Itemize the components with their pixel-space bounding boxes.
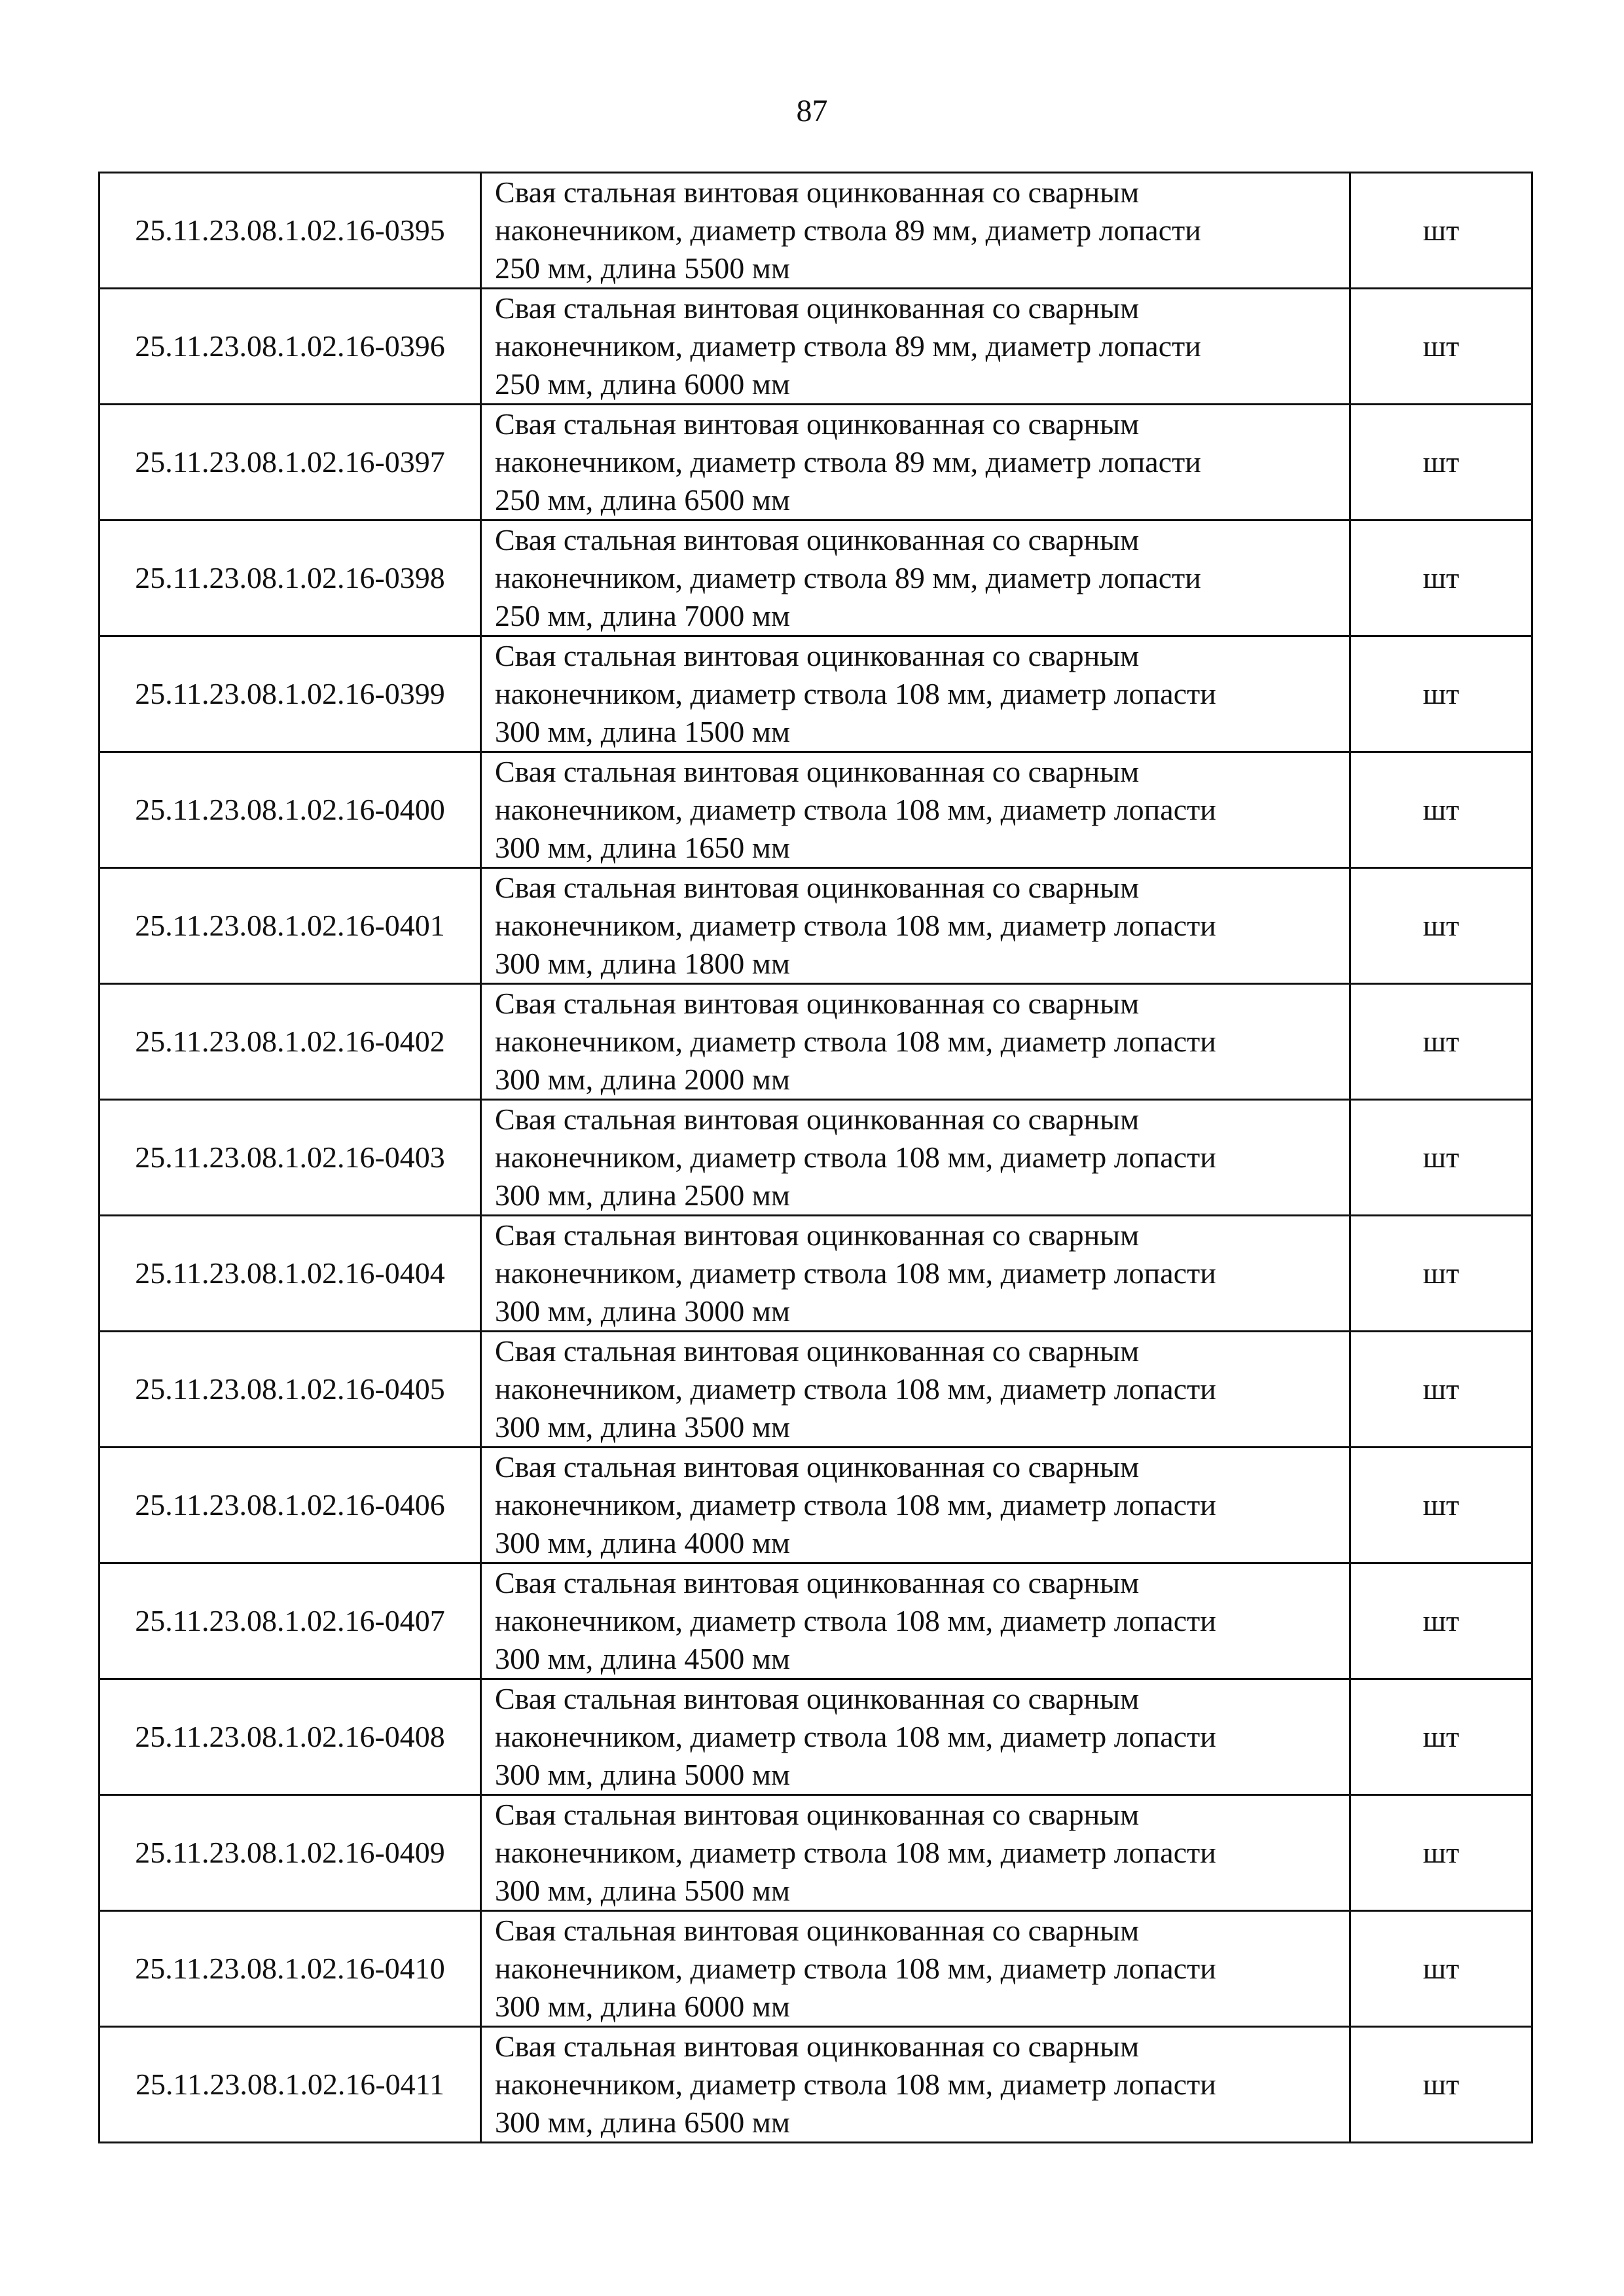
item-unit: шт	[1350, 984, 1532, 1100]
item-unit: шт	[1350, 2027, 1532, 2143]
description-line: 300 мм, длина 4000 мм	[495, 1526, 790, 1559]
item-description	[481, 173, 1350, 289]
item-code: 25.11.23.08.1.02.16-0405	[99, 1332, 481, 1448]
item-code: 25.11.23.08.1.02.16-0410	[99, 1911, 481, 2027]
description-line: Свая стальная винтовая оцинкованная со сварным	[495, 987, 1140, 1020]
table-row	[99, 289, 1532, 405]
description-line: Свая стальная винтовая оцинкованная со сварным	[495, 291, 1140, 325]
table-row	[99, 520, 1532, 636]
description-line: 250 мм, длина 6000 мм	[495, 367, 790, 401]
item-code: 25.11.23.08.1.02.16-0403	[99, 1100, 481, 1216]
description-line: Свая стальная винтовая оцинкованная со сварным	[495, 1566, 1140, 1599]
item-code: 25.11.23.08.1.02.16-0397	[99, 405, 481, 520]
description-line: наконечником, диаметр ствола 108 мм, диаметр лопасти	[495, 677, 1216, 710]
table-row	[99, 1216, 1532, 1332]
item-code: 25.11.23.08.1.02.16-0402	[99, 984, 481, 1100]
item-code: 25.11.23.08.1.02.16-0399	[99, 636, 481, 752]
item-description	[481, 1216, 1350, 1332]
description-line: наконечником, диаметр ствола 108 мм, диаметр лопасти	[495, 793, 1216, 826]
item-unit: шт	[1350, 1100, 1532, 1216]
description-line: Свая стальная винтовая оцинкованная со сварным	[495, 175, 1140, 209]
item-unit: шт	[1350, 1563, 1532, 1679]
item-unit: шт	[1350, 868, 1532, 984]
item-unit: шт	[1350, 752, 1532, 868]
item-unit: шт	[1350, 289, 1532, 405]
description-line: Свая стальная винтовая оцинкованная со сварным	[495, 2030, 1140, 2063]
item-unit: шт	[1350, 520, 1532, 636]
description-line: наконечником, диаметр ствола 89 мм, диаметр лопасти	[495, 445, 1201, 479]
item-code: 25.11.23.08.1.02.16-0395	[99, 173, 481, 289]
description-line: Свая стальная винтовая оцинкованная со сварным	[495, 1914, 1140, 1947]
table-row	[99, 1448, 1532, 1563]
description-line: Свая стальная винтовая оцинкованная со сварным	[495, 755, 1140, 788]
item-unit: шт	[1350, 1679, 1532, 1795]
description-line: 250 мм, длина 5500 мм	[495, 251, 790, 285]
description-line: наконечником, диаметр ствола 89 мм, диаметр лопасти	[495, 213, 1201, 247]
item-description	[481, 1911, 1350, 2027]
table-row	[99, 1100, 1532, 1216]
description-line: наконечником, диаметр ствола 108 мм, диаметр лопасти	[495, 1488, 1216, 1522]
table-row	[99, 1332, 1532, 1448]
item-description	[481, 984, 1350, 1100]
table-row	[99, 868, 1532, 984]
description-line: наконечником, диаметр ствола 108 мм, диаметр лопасти	[495, 2068, 1216, 2101]
description-line: наконечником, диаметр ствола 108 мм, диаметр лопасти	[495, 1140, 1216, 1174]
description-line: Свая стальная винтовая оцинкованная со сварным	[495, 407, 1140, 441]
item-description	[481, 752, 1350, 868]
item-description	[481, 1679, 1350, 1795]
description-line: наконечником, диаметр ствола 108 мм, диаметр лопасти	[495, 909, 1216, 942]
description-line: 300 мм, длина 2000 мм	[495, 1063, 790, 1096]
item-description	[481, 405, 1350, 520]
description-line: 300 мм, длина 3000 мм	[495, 1294, 790, 1328]
item-description	[481, 868, 1350, 984]
item-code: 25.11.23.08.1.02.16-0400	[99, 752, 481, 868]
description-line: 300 мм, длина 1800 мм	[495, 947, 790, 980]
description-line: наконечником, диаметр ствола 108 мм, диаметр лопасти	[495, 1025, 1216, 1058]
description-line: 300 мм, длина 5500 мм	[495, 1874, 790, 1907]
description-line: 300 мм, длина 1650 мм	[495, 831, 790, 864]
item-description	[481, 2027, 1350, 2143]
description-line: наконечником, диаметр ствола 108 мм, диаметр лопасти	[495, 1720, 1216, 1753]
items-table	[98, 172, 1533, 2143]
item-unit: шт	[1350, 1911, 1532, 2027]
description-line: наконечником, диаметр ствола 108 мм, диаметр лопасти	[495, 1604, 1216, 1637]
item-description	[481, 1332, 1350, 1448]
table-row	[99, 173, 1532, 289]
item-description	[481, 636, 1350, 752]
item-description	[481, 1448, 1350, 1563]
description-line: Свая стальная винтовая оцинкованная со сварным	[495, 1218, 1140, 1252]
description-line: Свая стальная винтовая оцинкованная со сварным	[495, 1334, 1140, 1368]
item-description	[481, 520, 1350, 636]
item-code: 25.11.23.08.1.02.16-0398	[99, 520, 481, 636]
item-code: 25.11.23.08.1.02.16-0404	[99, 1216, 481, 1332]
description-line: наконечником, диаметр ствола 89 мм, диаметр лопасти	[495, 561, 1201, 594]
item-unit: шт	[1350, 1216, 1532, 1332]
description-line: наконечником, диаметр ствола 108 мм, диаметр лопасти	[495, 1952, 1216, 1985]
table-row	[99, 1563, 1532, 1679]
item-code: 25.11.23.08.1.02.16-0409	[99, 1795, 481, 1911]
item-code: 25.11.23.08.1.02.16-0401	[99, 868, 481, 984]
item-unit: шт	[1350, 1448, 1532, 1563]
description-line: 300 мм, длина 4500 мм	[495, 1642, 790, 1675]
item-unit: шт	[1350, 405, 1532, 520]
description-line: Свая стальная винтовая оцинкованная со сварным	[495, 1682, 1140, 1715]
item-description	[481, 289, 1350, 405]
description-line: Свая стальная винтовая оцинкованная со сварным	[495, 871, 1140, 904]
item-unit: шт	[1350, 1332, 1532, 1448]
description-line: 300 мм, длина 6000 мм	[495, 1990, 790, 2023]
item-code: 25.11.23.08.1.02.16-0408	[99, 1679, 481, 1795]
description-line: Свая стальная винтовая оцинкованная со сварным	[495, 523, 1140, 556]
description-line: наконечником, диаметр ствола 108 мм, диаметр лопасти	[495, 1372, 1216, 1406]
item-unit: шт	[1350, 173, 1532, 289]
description-line: Свая стальная винтовая оцинкованная со сварным	[495, 1798, 1140, 1831]
description-line: 300 мм, длина 6500 мм	[495, 2105, 790, 2139]
table-row	[99, 1911, 1532, 2027]
table-row	[99, 752, 1532, 868]
table-row	[99, 405, 1532, 520]
table-row	[99, 2027, 1532, 2143]
item-code: 25.11.23.08.1.02.16-0411	[99, 2027, 481, 2143]
item-description	[481, 1563, 1350, 1679]
description-line: Свая стальная винтовая оцинкованная со сварным	[495, 1102, 1140, 1136]
table-row	[99, 984, 1532, 1100]
table-row	[99, 1679, 1532, 1795]
description-line: наконечником, диаметр ствола 108 мм, диаметр лопасти	[495, 1256, 1216, 1290]
table-row	[99, 1795, 1532, 1911]
description-line: наконечником, диаметр ствола 108 мм, диаметр лопасти	[495, 1836, 1216, 1869]
item-code: 25.11.23.08.1.02.16-0406	[99, 1448, 481, 1563]
item-description	[481, 1100, 1350, 1216]
item-code: 25.11.23.08.1.02.16-0407	[99, 1563, 481, 1679]
description-line: наконечником, диаметр ствола 89 мм, диаметр лопасти	[495, 329, 1201, 363]
table-row	[99, 636, 1532, 752]
description-line: 300 мм, длина 2500 мм	[495, 1178, 790, 1212]
page-number: 87	[796, 94, 828, 128]
item-code: 25.11.23.08.1.02.16-0396	[99, 289, 481, 405]
description-line: 300 мм, длина 5000 мм	[495, 1758, 790, 1791]
description-line: 300 мм, длина 3500 мм	[495, 1410, 790, 1444]
description-line: Свая стальная винтовая оцинкованная со сварным	[495, 1450, 1140, 1484]
item-unit: шт	[1350, 636, 1532, 752]
description-line: 250 мм, длина 7000 мм	[495, 599, 790, 632]
description-line: 300 мм, длина 1500 мм	[495, 715, 790, 748]
item-unit: шт	[1350, 1795, 1532, 1911]
description-line: 250 мм, длина 6500 мм	[495, 483, 790, 517]
item-description	[481, 1795, 1350, 1911]
description-line: Свая стальная винтовая оцинкованная со сварным	[495, 639, 1140, 672]
